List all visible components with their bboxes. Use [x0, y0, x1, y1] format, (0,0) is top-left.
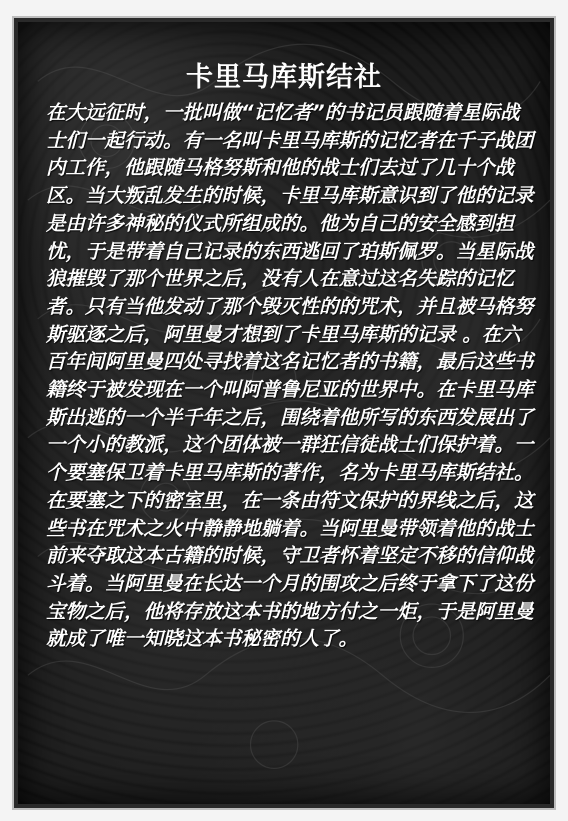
panel-title: 卡里马库斯结社 — [186, 62, 382, 93]
lore-panel — [14, 18, 554, 808]
panel-body-text: 在大远征时，一批叫做“记忆者”的书记员跟随着星际战士们一起行动。有一名叫卡里马库斯的记忆者在千子战团内工作，他跟随马格努斯和他的战士们去过了几十个战区。当大叛乱发生的时候，卡里马库斯意识到了他的记录是由许多神秘的仪式所组成的。他为自己的安全感到担忧，于是带着自己记录的东西逃回了珀斯佩罗。当星际战狼摧毁了那个世界之后，没有人在意过这名失踪的记忆者。只有当他发动了那个毁灭性的的咒术，并且被马格努斯驱逐之后，阿里曼才想到了卡里马库斯的记录 。在六百年间阿里曼四处寻找着这名记忆者的书籍，最后这些书籍终于被发现在一个叫阿普鲁尼亚的世界中。在卡里马库斯出逃的一个半千年之后，围绕着他所写的东西发展出了一个小的教派，这个团体被一群狂信徒战士们保护着。一个要塞保卫着卡里马库斯的著作，名为卡里马库斯结社。在要塞之下的密室里，在一条由符文保护的界线之后，这些书在咒术之火中静静地躺着。当阿里曼带领着他的战士前来夺取这本古籍的时候，守卫者怀着坚定不移的信仰战斗着。当阿里曼在长达一个月的围攻之后终于拿下了这份宝物之后，他将存放这本书的地方付之一炬，于是阿里曼就成了唯一知晓这本书秘密的人了。 — [46, 101, 534, 651]
